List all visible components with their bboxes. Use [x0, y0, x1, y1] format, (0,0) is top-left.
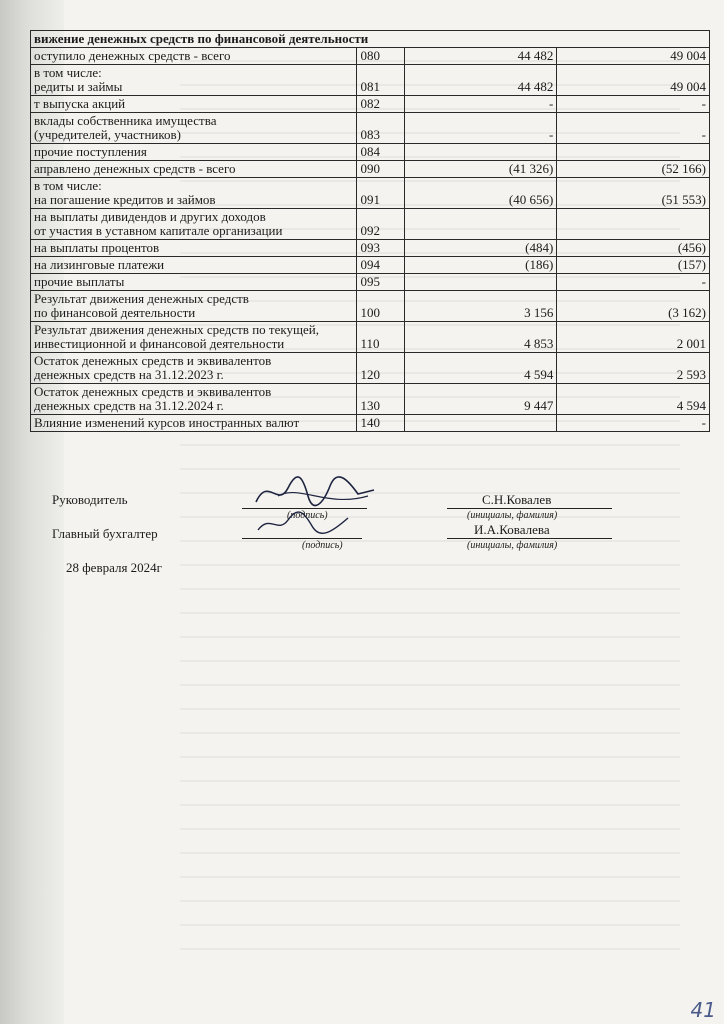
row-current-value: (484): [404, 240, 557, 257]
row-current-value: 4 594: [404, 353, 557, 384]
row-name: на выплаты дивидендов и других доходов от участия в уставном капитале организации: [31, 209, 357, 240]
table-row: [31, 322, 710, 353]
table-row: [31, 144, 710, 161]
table-row: [31, 96, 710, 113]
head-name-caption: (инициалы, фамилия): [467, 510, 558, 521]
section-header: вижение денежных средств по финансовой деятельности: [31, 31, 710, 48]
accountant-signature: [252, 508, 372, 538]
table-row: [31, 178, 710, 209]
table-row: [31, 65, 710, 96]
row-code: 100: [357, 291, 404, 322]
row-previous-value: (3 162): [557, 291, 710, 322]
row-current-value: 4 853: [404, 322, 557, 353]
table-row: [31, 209, 710, 240]
row-code: 083: [357, 113, 404, 144]
row-current-value: [404, 144, 557, 161]
row-name: аправлено денежных средств - всего: [31, 161, 357, 178]
row-code: 092: [357, 209, 404, 240]
accountant-name-caption: (инициалы, фамилия): [467, 540, 558, 551]
row-name: Остаток денежных средств и эквивалентов денежных средств на 31.12.2024 г.: [31, 384, 357, 415]
table-row: [31, 240, 710, 257]
row-code: 110: [357, 322, 404, 353]
table-row: [31, 161, 710, 178]
row-current-value: (41 326): [404, 161, 557, 178]
accountant-label: Главный бухгалтер: [52, 526, 158, 541]
table-row: [31, 384, 710, 415]
head-label: Руководитель: [52, 492, 128, 507]
section-header-row: [31, 31, 710, 48]
row-code: 080: [357, 48, 404, 65]
row-name: на выплаты процентов: [31, 240, 357, 257]
row-current-value: 44 482: [404, 65, 557, 96]
row-current-value: 44 482: [404, 48, 557, 65]
row-name: Результат движения денежных средств по текущей, инвестиционной и финансовой деятельности: [31, 322, 357, 353]
table-row: [31, 415, 710, 432]
row-previous-value: -: [557, 415, 710, 432]
row-name: Остаток денежных средств и эквивалентов денежных средств на 31.12.2023 г.: [31, 353, 357, 384]
page-number: 41: [690, 998, 716, 1022]
row-name: т выпуска акций: [31, 96, 357, 113]
row-code: 082: [357, 96, 404, 113]
row-name: в том числе: редиты и займы: [31, 65, 357, 96]
row-code: 090: [357, 161, 404, 178]
row-previous-value: -: [557, 113, 710, 144]
row-name: Результат движения денежных средств по финансовой деятельности: [31, 291, 357, 322]
row-name: оступило денежных средств - всего: [31, 48, 357, 65]
row-current-value: (186): [404, 257, 557, 274]
row-code: 130: [357, 384, 404, 415]
row-previous-value: (157): [557, 257, 710, 274]
row-previous-value: (52 166): [557, 161, 710, 178]
row-current-value: -: [404, 96, 557, 113]
table-row: [31, 257, 710, 274]
row-name: в том числе: на погашение кредитов и займов: [31, 178, 357, 209]
row-previous-value: 2 593: [557, 353, 710, 384]
row-code: 084: [357, 144, 404, 161]
row-code: 140: [357, 415, 404, 432]
row-previous-value: -: [557, 274, 710, 291]
accountant-name: И.А.Ковалева: [474, 522, 550, 537]
table-row: [31, 48, 710, 65]
row-previous-value: [557, 209, 710, 240]
row-code: 091: [357, 178, 404, 209]
row-code: 093: [357, 240, 404, 257]
row-code: 120: [357, 353, 404, 384]
row-code: 095: [357, 274, 404, 291]
row-name: вклады собственника имущества (учредителей, участников): [31, 113, 357, 144]
head-name-line: [447, 508, 612, 509]
report-date: 28 февраля 2024г: [66, 560, 163, 575]
signature-block: [52, 478, 712, 588]
row-previous-value: -: [557, 96, 710, 113]
row-name: прочие выплаты: [31, 274, 357, 291]
accountant-sign-line: [242, 538, 362, 539]
row-previous-value: 49 004: [557, 48, 710, 65]
row-current-value: (40 656): [404, 178, 557, 209]
row-current-value: [404, 415, 557, 432]
table-row: [31, 274, 710, 291]
row-code: 081: [357, 65, 404, 96]
row-name: прочие поступления: [31, 144, 357, 161]
row-current-value: [404, 274, 557, 291]
head-name: С.Н.Ковалев: [482, 492, 552, 507]
table-row: [31, 353, 710, 384]
table-row: [31, 291, 710, 322]
cash-flow-table: [30, 30, 710, 432]
row-previous-value: [557, 144, 710, 161]
accountant-name-line: [447, 538, 612, 539]
row-name: Влияние изменений курсов иностранных валют: [31, 415, 357, 432]
row-code: 094: [357, 257, 404, 274]
row-previous-value: 2 001: [557, 322, 710, 353]
head-sign-caption: (подпись): [287, 510, 328, 521]
row-name: на лизинговые платежи: [31, 257, 357, 274]
row-previous-value: 4 594: [557, 384, 710, 415]
row-previous-value: (51 553): [557, 178, 710, 209]
row-previous-value: 49 004: [557, 65, 710, 96]
row-current-value: -: [404, 113, 557, 144]
table-row: [31, 113, 710, 144]
row-current-value: [404, 209, 557, 240]
row-current-value: 9 447: [404, 384, 557, 415]
row-current-value: 3 156: [404, 291, 557, 322]
accountant-sign-caption: (подпись): [302, 540, 343, 551]
row-previous-value: (456): [557, 240, 710, 257]
